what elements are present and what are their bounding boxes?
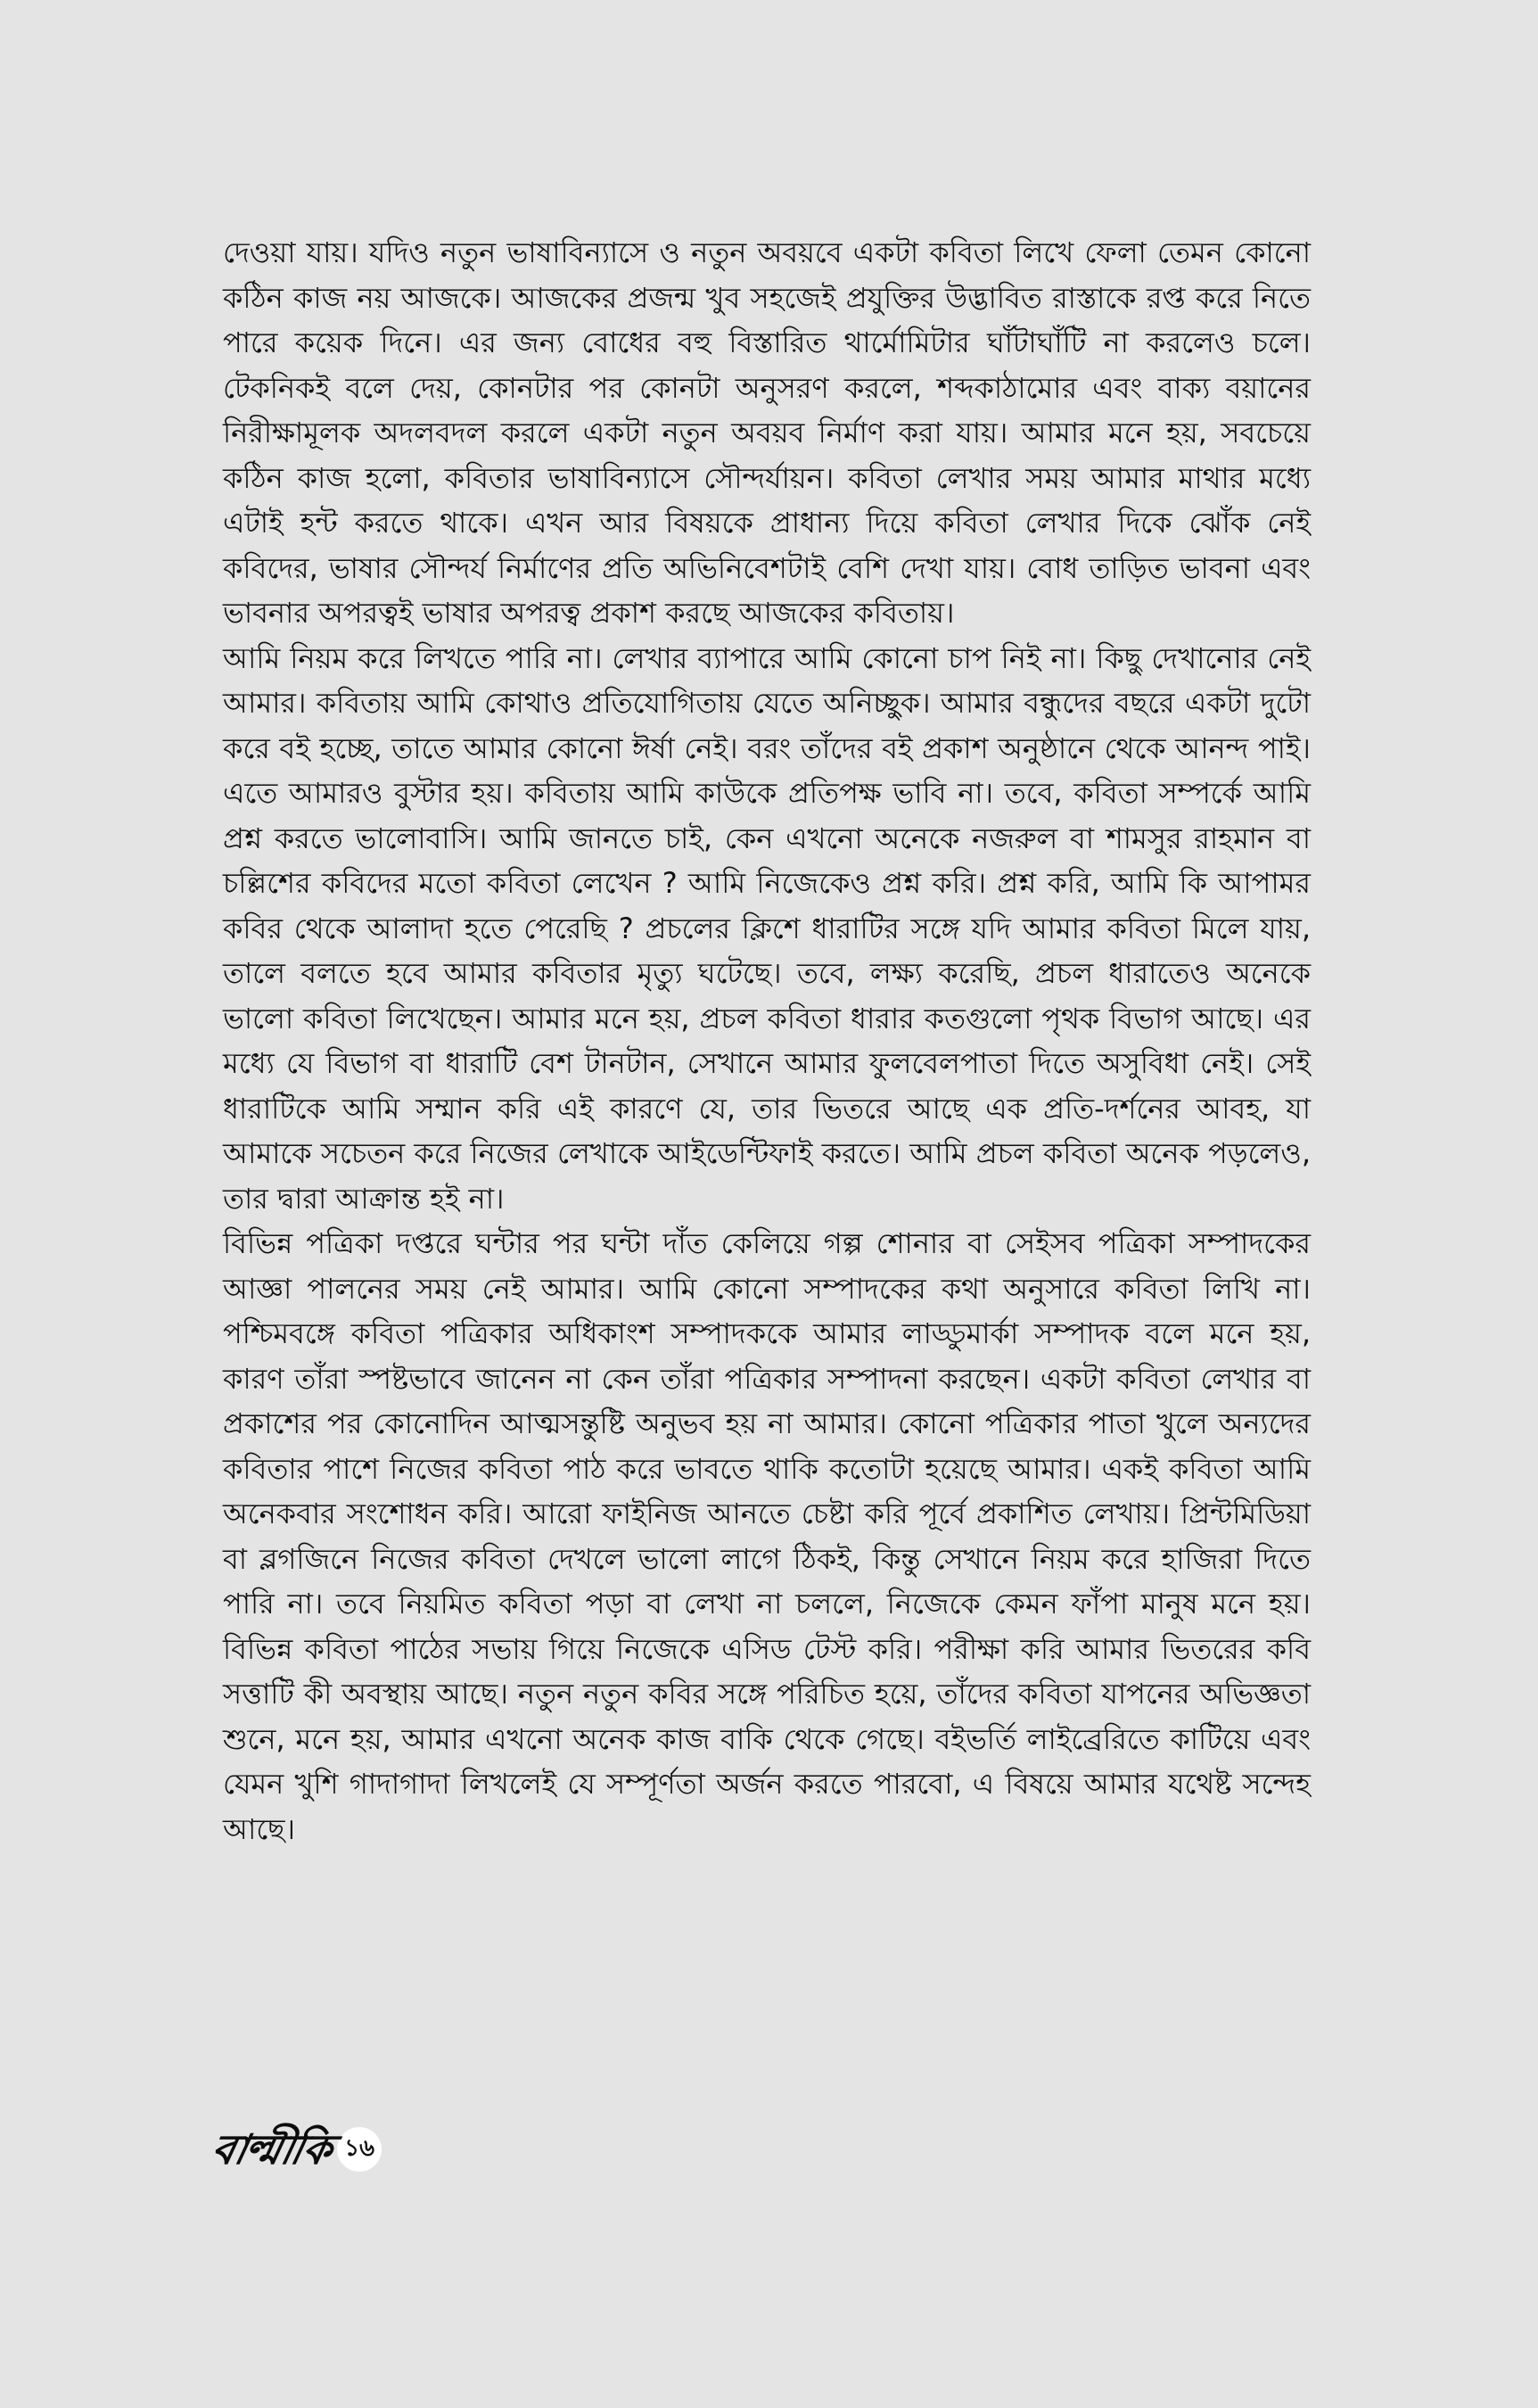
paragraph-2: আমি নিয়ম করে লিখতে পারি না। লেখার ব্যাপারে আমি কোনো চাপ নিই না। কিছু দেখানোর নেই আমার। কবিতায় আমি কোথাও প্রতিযোগিতায় যেতে অনিচ্ছুক। আমার বন্ধুদের বছরে একটা দুটো করে বই হচ্ছে, তাতে আমার কোনো ঈর্ষা নেই। বরং তাঁদের বই প্রকাশ অনুষ্ঠানে থেকে আনন্দ পাই। এতে আমারও বুস্টার হয়। কবিতায় আমি কাউকে প্রতিপক্ষ ভাবি না। তবে, কবিতা সম্পর্কে আমি প্রশ্ন করতে ভালোবাসি। আমি জানতে চাই, কেন এখনো অনেকে নজরুল বা শামসুর রাহমান বা চল্লিশের কবিদের মতো কবিতা লেখেন ? আমি নিজেকেও প্রশ্ন করি। প্রশ্ন করি, আমি কি আপামর কবির থেকে আলাদা হতে পেরেছি ? প্রচলের ক্লিশে ধারাটির সঙ্গে যদি আমার কবিতা মিলে যায়, তালে বলতে হবে আমার কবিতার মৃত্যু ঘটেছে। তবে, লক্ষ্য করেছি, প্রচল ধারাতেও অনেকে ভালো কবিতা লিখেছেন। আমার মনে হয়, প্রচল কবিতা ধারার কতগুলো পৃথক বিভাগ আছে। এর মধ্যে যে বিভাগ বা ধারাটি বেশ টানটান, সেখানে আমার ফুলবেলপাতা দিতে অসুবিধা নেই। সেই ধারাটিকে আমি সম্মান করি এই কারণে যে, তার ভিতরে আছে এক প্রতি-দর্শনের আবহ, যা আমাকে সচেতন করে নিজের লেখাকে আইডেন্টিফাই করতে। আমি প্রচল কবিতা অনেক পড়লেও, তার দ্বারা আক্রান্ত হই না। [223, 640, 1311, 1216]
paragraph-3: বিভিন্ন পত্রিকা দপ্তরে ঘন্টার পর ঘন্টা দাঁত কেলিয়ে গল্প শোনার বা সেইসব পত্রিকা সম্পাদকের আজ্ঞা পালনের সময় নেই আমার। আমি কোনো সম্পাদকের কথা অনুসারে কবিতা লিখি না। পশ্চিমবঙ্গে কবিতা পত্রিকার অধিকাংশ সম্পাদককে আমার লাড্ডুমার্কা সম্পাদক বলে মনে হয়, কারণ তাঁরা স্পষ্টভাবে জানেন না কেন তাঁরা পত্রিকার সম্পাদনা করছেন। একটা কবিতা লেখার বা প্রকাশের পর কোনোদিন আত্মসন্তুষ্টি অনুভব হয় না আমার। কোনো পত্রিকার পাতা খুলে অন্যদের কবিতার পাশে নিজের কবিতা পাঠ করে ভাবতে থাকি কতোটা হয়েছে আমার। একই কবিতা আমি অনেকবার সংশোধন করি। আরো ফাইনিজ আনতে চেষ্টা করি পূর্বে প্রকাশিত লেখায়। প্রিন্টমিডিয়া বা ব্লগজিনে নিজের কবিতা দেখলে ভালো লাগে ঠিকই, কিন্তু সেখানে নিয়ম করে হাজিরা দিতে পারি না। তবে নিয়মিত কবিতা পড়া বা লেখা না চললে, নিজেকে কেমন ফাঁপা মানুষ মনে হয়। বিভিন্ন কবিতা পাঠের সভায় গিয়ে নিজেকে এসিড টেস্ট করি। পরীক্ষা করি আমার ভিতরের কবি সত্তাটি কী অবস্থায় আছে। নতুন নতুন কবির সঙ্গে পরিচিত হয়ে, তাঁদের কবিতা যাপনের অভিজ্ঞতা শুনে, মনে হয়, আমার এখনো অনেক কাজ বাকি থেকে গেছে। বইভর্তি লাইব্রেরিতে কাটিয়ে এবং যেমন খুশি গাদাগাদা লিখলেই যে সম্পূর্ণতা অর্জন করতে পারবো, এ বিষয়ে আমার যথেষ্ট সন্দেহ আছে। [223, 1226, 1311, 1846]
page-body [223, 230, 1311, 1851]
paragraph-1: দেওয়া যায়। যদিও নতুন ভাষাবিন্যাসে ও নতুন অবয়বে একটা কবিতা লিখে ফেলা তেমন কোনো কঠিন কাজ নয় আজকে। আজকের প্রজন্ম খুব সহজেই প্রযুক্তির উদ্ভাবিত রাস্তাকে রপ্ত করে নিতে পারে কয়েক দিনে। এর জন্য বোধের বহু বিস্তারিত থার্মোমিটার ঘাঁটাঘাঁটি না করলেও চলে। টেকনিকই বলে দেয়, কোনটার পর কোনটা অনুসরণ করলে, শব্দকাঠামোর এবং বাক্য বয়ানের নিরীক্ষামূলক অদলবদল করলে একটা নতুন অবয়ব নির্মাণ করা যায়। আমার মনে হয়, সবচেয়ে কঠিন কাজ হলো, কবিতার ভাষাবিন্যাসে সৌন্দর্যায়ন। কবিতা লেখার সময় আমার মাথার মধ্যে এটাই হন্ট করতে থাকে। এখন আর বিষয়কে প্রাধান্য দিয়ে কবিতা লেখার দিকে ঝোঁক নেই কবিদের, ভাষার সৌন্দর্য নির্মাণের প্রতি অভিনিবেশটাই বেশি দেখা যায়। বোধ তাড়িত ভাবনা এবং ভাবনার অপরত্বই ভাষার অপরত্ব প্রকাশ করছে আজকের কবিতায়। [223, 235, 1311, 630]
page-footer [207, 2125, 382, 2173]
publication-logo: বাল্মীকি [207, 2125, 335, 2173]
page-number: ১৬ [337, 2127, 382, 2172]
